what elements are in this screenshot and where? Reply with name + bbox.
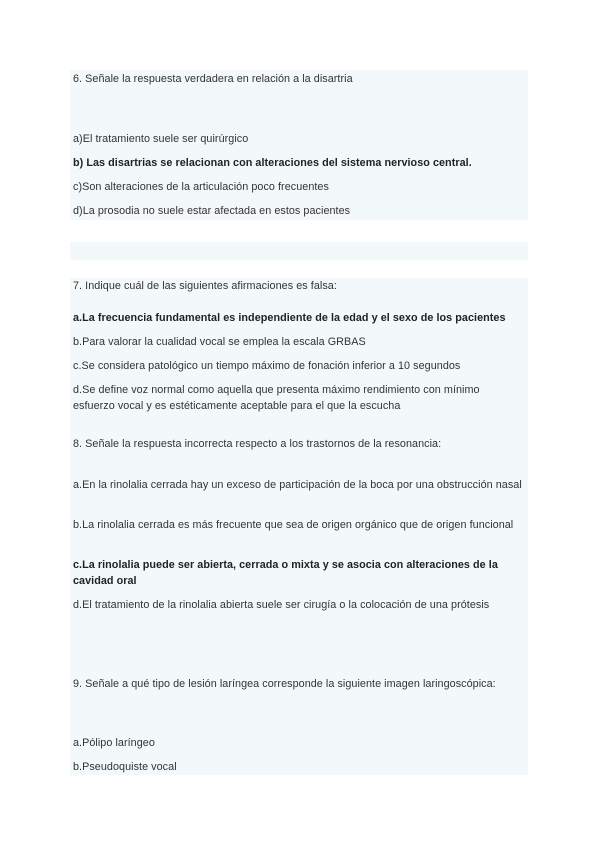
- question-6-option-d: d)La prosodia no suele estar afectada en estos pacientes: [73, 205, 351, 217]
- question-9-option-a: a.Pólipo laríngeo: [73, 737, 155, 749]
- question-8-text: 8. Señale la respuesta incorrecta respecto a los trastornos de la resonancia:: [73, 438, 442, 450]
- question-7-option-d: d.Se define voz normal como aquella que presenta máximo rendimiento con mínimo esfuerzo vocal y es estéticamente aceptable para el que la escucha: [73, 384, 480, 412]
- question-8-option-d: d.El tratamiento de la rinolalia abierta suele ser cirugía o la colocación de una prótesis: [73, 599, 490, 611]
- question-8-option-c: c.La rinolalia puede ser abierta, cerrada o mixta y se asocia con alteraciones de la cavidad oral: [73, 559, 498, 587]
- question-7-text: 7. Indique cuál de las siguientes afirmaciones es falsa:: [73, 280, 337, 292]
- question-6-option-a: a)El tratamiento suele ser quirúrgico: [73, 133, 249, 145]
- question-8-option-a: a.En la rinolalia cerrada hay un exceso de participación de la boca por una obstrucción nasal: [73, 479, 522, 491]
- question-9-text: 9. Señale a qué tipo de lesión laríngea corresponde la siguiente imagen laringoscópica:: [73, 678, 496, 690]
- question-7-option-b: b.Para valorar la cualidad vocal se emplea la escala GRBAS: [73, 336, 366, 348]
- question-8-option-b: b.La rinolalia cerrada es más frecuente que sea de origen orgánico que de origen funcional: [73, 519, 514, 531]
- question-9-option-b: b.Pseudoquiste vocal: [73, 761, 177, 773]
- question-7-option-c: c.Se considera patológico un tiempo máximo de fonación inferior a 10 segundos: [73, 360, 461, 372]
- question-7-option-a: a.La frecuencia fundamental es independiente de la edad y el sexo de los pacientes: [73, 312, 506, 324]
- question-6-option-b: b) Las disartrias se relacionan con alteraciones del sistema nervioso central.: [73, 157, 472, 169]
- question-6-text: 6. Señale la respuesta verdadera en relación a la disartria: [73, 73, 353, 85]
- question-6-option-c: c)Son alteraciones de la articulación poco frecuentes: [73, 181, 329, 193]
- spacer-band: [70, 242, 528, 260]
